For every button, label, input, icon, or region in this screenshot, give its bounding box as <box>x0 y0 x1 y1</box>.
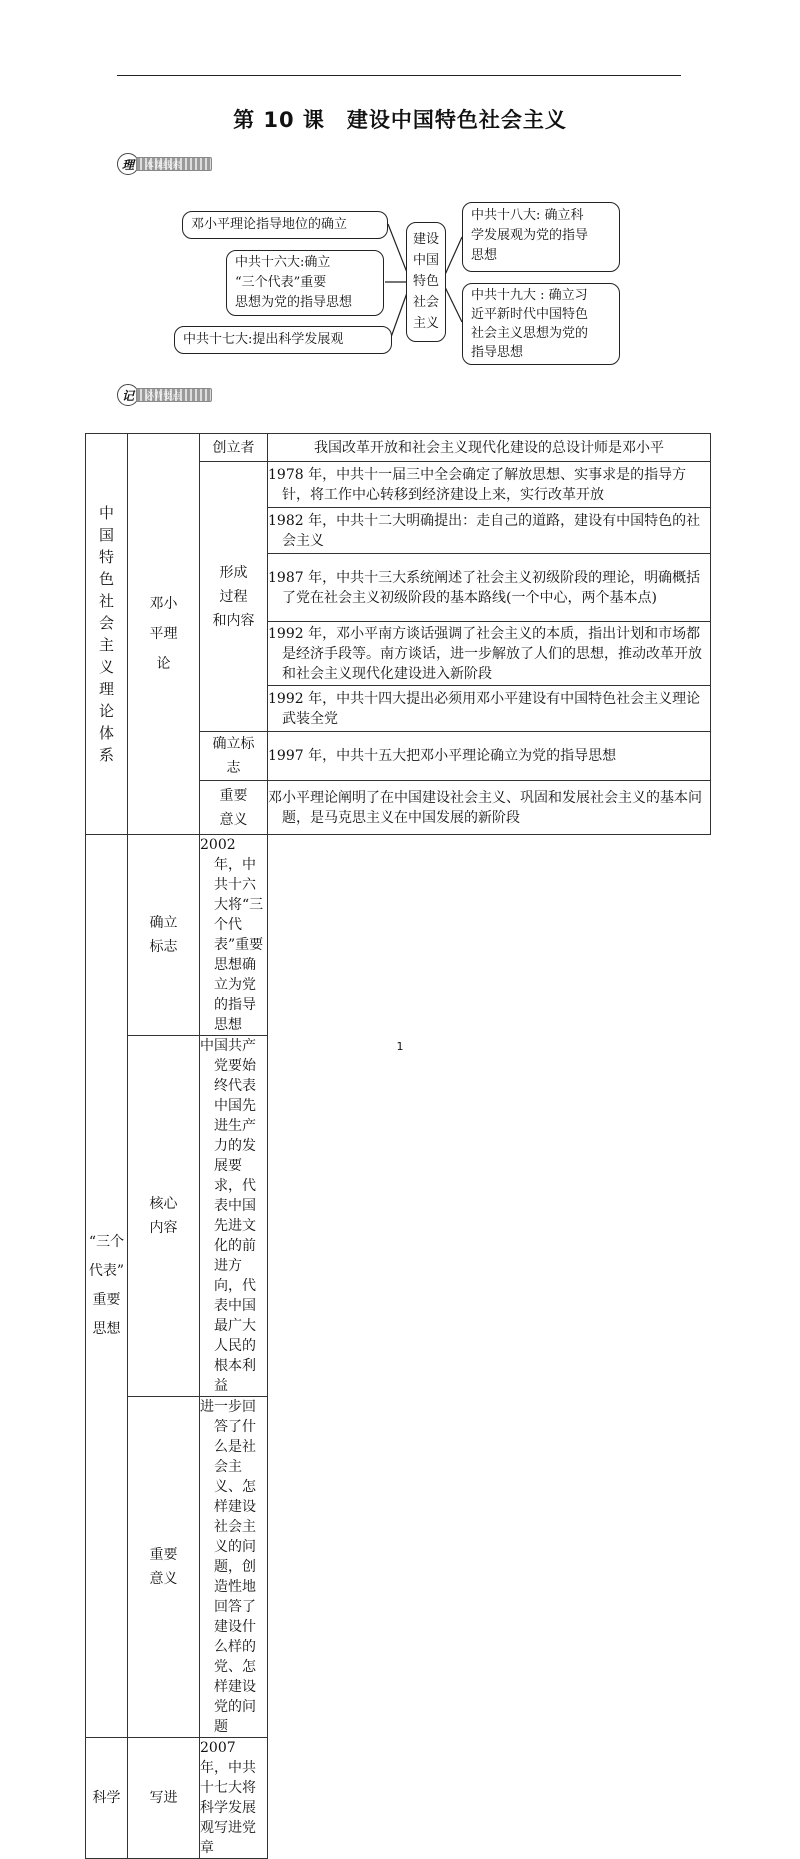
cell-deng-theory <box>128 434 200 835</box>
cell-core <box>200 1036 268 1397</box>
sub-line: 重要 <box>219 787 248 804</box>
node-text: 中共十七大:提出科学发展观 <box>183 332 344 347</box>
sub-line: 核心 <box>149 1196 178 1212</box>
center-text: 特色 <box>412 274 439 289</box>
node-text: 中共十六大:确立 <box>235 255 331 270</box>
text: 邓小平理论阐明了在中国建设社会主义、巩固和发展社会主义的基本问题，是马克思主义在中国发展的新阶段 <box>268 789 702 826</box>
sub-line: 过程 <box>219 588 248 605</box>
cell-three-represents <box>86 835 128 1738</box>
vchar: 义 <box>98 658 114 676</box>
cell-sci-label: 写进 <box>128 1738 200 1859</box>
vchar: 会 <box>98 614 114 632</box>
sub-line: 确立标 <box>212 736 255 752</box>
vchar: 色 <box>98 570 114 588</box>
vchar: 中 <box>98 504 114 522</box>
vchar: 社 <box>98 592 114 610</box>
cell-formation-1982 <box>268 508 711 554</box>
cell-three-est-label <box>128 835 200 1036</box>
center-text: 中国 <box>412 253 439 268</box>
text: 1987 年，中共十三大系统阐述了社会主义初级阶段的理论，明确概括了党在社会主义初级阶段的基本路线(一个中心，两个基本点) <box>268 569 701 606</box>
vchar: 论 <box>98 702 114 720</box>
text: 1992 年，邓小平南方谈话强调了社会主义的本质，指出计划和市场都是经济手段等。南方谈话，进一步解放了人们的思想，推动改革开放和社会主义现代化建设进入新阶段 <box>268 625 702 682</box>
node-text: 中共十九大 : 确立习 <box>471 288 588 303</box>
node-text: 指导思想 <box>471 345 524 360</box>
mindmap-connectors <box>0 0 800 380</box>
cat-line: 思想 <box>92 1321 121 1337</box>
text: 2002 年，中共十六大将“三个代表”重要思想确立为党的指导思想 <box>200 837 264 1033</box>
cell-establish: 1997 年，中共十五大把邓小平理论确立为党的指导思想 <box>268 732 711 781</box>
mindmap-node-deng <box>182 211 388 239</box>
center-text: 主义 <box>412 316 439 331</box>
vchar: 体 <box>98 724 114 742</box>
section-tag-keypoints <box>117 384 212 406</box>
node-text: 社会主义思想为党的 <box>471 326 589 341</box>
mindmap-node-19th <box>462 283 620 365</box>
cat-line: “三个 <box>88 1234 125 1250</box>
text: 1982 年，中共十二大明确提出：走自己的道路，建设有中国特色的社会主义 <box>268 512 701 549</box>
cat-line: 论 <box>156 656 171 672</box>
sub-line: 形成 <box>219 564 248 581</box>
cell-core-label <box>128 1036 200 1397</box>
cell-formation-1978 <box>268 462 711 508</box>
node-text: 思想为党的指导思想 <box>235 295 353 310</box>
cell-formation-1992-south <box>268 622 711 686</box>
tag-label: 本课线索 <box>136 157 212 171</box>
mindmap-node-17th <box>174 326 392 354</box>
node-text: “三个代表”重要 <box>235 275 327 290</box>
cell-science: 科学 <box>86 1738 128 1859</box>
cell-creator: 我国改革开放和社会主义现代化建设的总设计师是邓小平 <box>268 434 711 462</box>
cell-formation-1992-14th <box>268 686 711 732</box>
cat-line: 邓小 <box>149 596 178 612</box>
node-text: 邓小平理论指导地位的确立 <box>191 217 348 232</box>
vchar: 系 <box>98 746 114 764</box>
center-text: 社会 <box>412 295 439 310</box>
sub-line: 内容 <box>149 1220 178 1236</box>
sub-line: 意义 <box>149 1571 178 1587</box>
sub-line: 意义 <box>219 811 248 828</box>
cell-three-sig <box>200 1397 268 1738</box>
center-text: 建设 <box>412 232 439 247</box>
sub-line: 标志 <box>149 939 178 955</box>
vchar: 理 <box>98 680 114 698</box>
node-text: 思想 <box>471 248 498 263</box>
node-text: 学发展观为党的指导 <box>471 228 589 243</box>
page-title: 第 10 课 建设中国特色社会主义 <box>233 108 567 132</box>
sub-line: 重要 <box>149 1547 178 1563</box>
cell-formation-label <box>200 462 268 732</box>
node-text: 近平新时代中国特色 <box>471 307 589 322</box>
vchar: 特 <box>98 548 114 566</box>
cell-formation-1987 <box>268 554 711 622</box>
vchar: 主 <box>98 636 114 654</box>
cat-line: 重要 <box>92 1292 121 1308</box>
mindmap-node-18th <box>462 202 620 272</box>
cell-theory-system <box>86 434 128 835</box>
cell-sci-text: 2007 年，中共十七大将科学发展观写进党章 <box>200 1738 268 1859</box>
cell-three-sig-label <box>128 1397 200 1738</box>
content-table <box>85 433 711 1859</box>
text: 中国共产党要始终代表中国先进生产力的发展要求，代表中国先进文化的前进方向，代表中国最广大人民的根本利益 <box>200 1038 256 1394</box>
cell-three-est <box>200 835 268 1036</box>
tag-label: 必背要点 <box>136 388 212 402</box>
vchar: 国 <box>98 526 114 544</box>
tag-char: 记 <box>117 384 139 406</box>
page-number: 1 <box>396 1040 404 1053</box>
node-text: 中共十八大: 确立科 <box>471 208 584 223</box>
cell-significance-label <box>200 781 268 835</box>
tag-char: 理 <box>117 153 139 175</box>
cat-line: 代表” <box>88 1263 125 1279</box>
cell-significance <box>268 781 711 835</box>
sub-line: 确立 <box>149 915 178 931</box>
sub-line: 和内容 <box>212 612 255 629</box>
cell-creator-label: 创立者 <box>200 434 268 462</box>
text: 进一步回答了什么是社会主义、怎样建设社会主义的问题，创造性地回答了建设什么样的党、怎样建设党的问题 <box>200 1399 256 1735</box>
text: 1978 年，中共十一届三中全会确定了解放思想、实事求是的指导方针，将工作中心转移到经济建设上来，实行改革开放 <box>268 466 687 503</box>
mindmap-node-16th <box>226 250 384 316</box>
sub-line: 志 <box>226 760 241 776</box>
text: 1992 年，中共十四大提出必须用邓小平建设有中国特色社会主义理论武装全党 <box>268 690 701 727</box>
cell-establish-label <box>200 732 268 781</box>
cat-line: 平理 <box>149 626 178 642</box>
mindmap-center-node <box>406 222 446 342</box>
